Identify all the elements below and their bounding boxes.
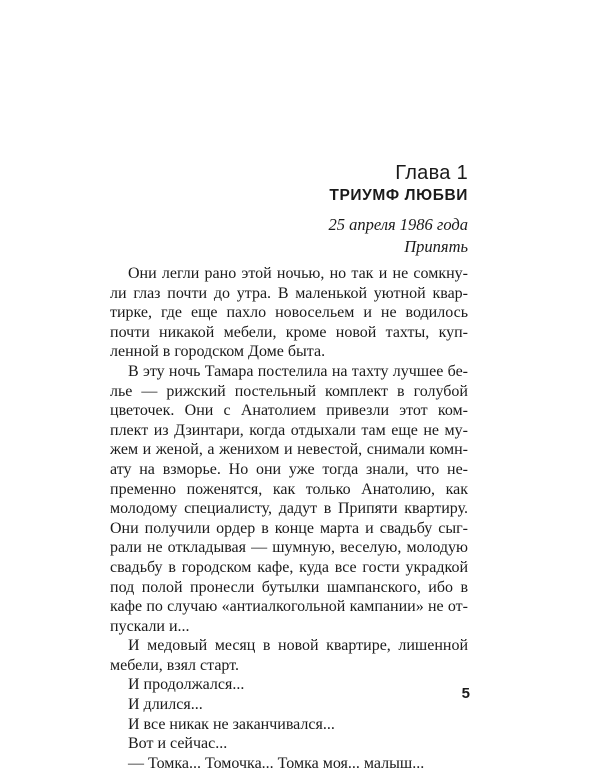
epigraph: [329, 214, 468, 258]
text-line: плект из Дзинтари, когда отдыхали там еще не му-: [110, 421, 468, 439]
text-line: мебели, взял старт.: [110, 656, 239, 674]
text-line: жем и женой, а женихом и невестой, снимали комн-: [110, 441, 468, 459]
chapter-title: ТРИУМФ ЛЮБВИ: [329, 187, 468, 204]
epigraph-place: Припять: [404, 237, 468, 256]
text-line: И продолжался...: [128, 676, 245, 694]
text-line: пускали и...: [110, 617, 190, 635]
body-text: [110, 264, 468, 773]
text-line: В эту ночь Тамара постелила на тахту лучшее бе-: [128, 362, 468, 380]
text-line: И длился...: [128, 696, 203, 714]
text-line: ленной в городском Доме быта.: [110, 343, 326, 361]
text-line: тирке, где еще пахло новосельем и не водилось: [110, 304, 468, 322]
text-line: под полой пронесли бутылки шампанского, ибо в: [110, 578, 468, 596]
text-line: И все никак не заканчивался...: [128, 715, 335, 733]
text-line: — Томка... Томочка... Томка моя... малыш...: [128, 754, 425, 772]
text-line: рали не откладывая — шумную, веселую, молодую: [110, 539, 468, 557]
chapter-number: Глава 1: [395, 162, 468, 184]
text-line: лье — рижский постельный комплект в голубой: [110, 382, 468, 400]
text-line: свадьбу в городском кафе, куда все гости украдкой: [110, 558, 468, 576]
text-line: кафе по случаю «антиалкогольной кампании» не от-: [110, 598, 468, 616]
text-line: Они получили ордер в конце марта и свадьбу сыг-: [110, 519, 468, 537]
epigraph-date: 25 апреля 1986 года: [328, 215, 468, 234]
text-line: ату на взморье. Но они уже тогда знали, что не-: [110, 460, 468, 478]
text-line: Они легли рано этой ночью, но так и не сомкну-: [128, 265, 468, 282]
text-line: Вот и сейчас...: [128, 735, 228, 753]
text-line: И медовый месяц в новой квартире, лишенной: [128, 637, 468, 655]
text-line: ли глаз почти до утра. В маленькой уютной квар-: [110, 284, 468, 302]
text-line: почти никакой мебели, кроме новой тахты, куп-: [110, 323, 468, 341]
text-line: цветочек. Они с Анатолием привезли этот ком-: [110, 402, 468, 420]
text-line: пременно поженятся, как только Анатолию, как: [110, 480, 468, 498]
page-number: 5: [461, 685, 470, 702]
text-line: молодому специалисту, дадут в Припяти квартиру.: [110, 500, 468, 518]
